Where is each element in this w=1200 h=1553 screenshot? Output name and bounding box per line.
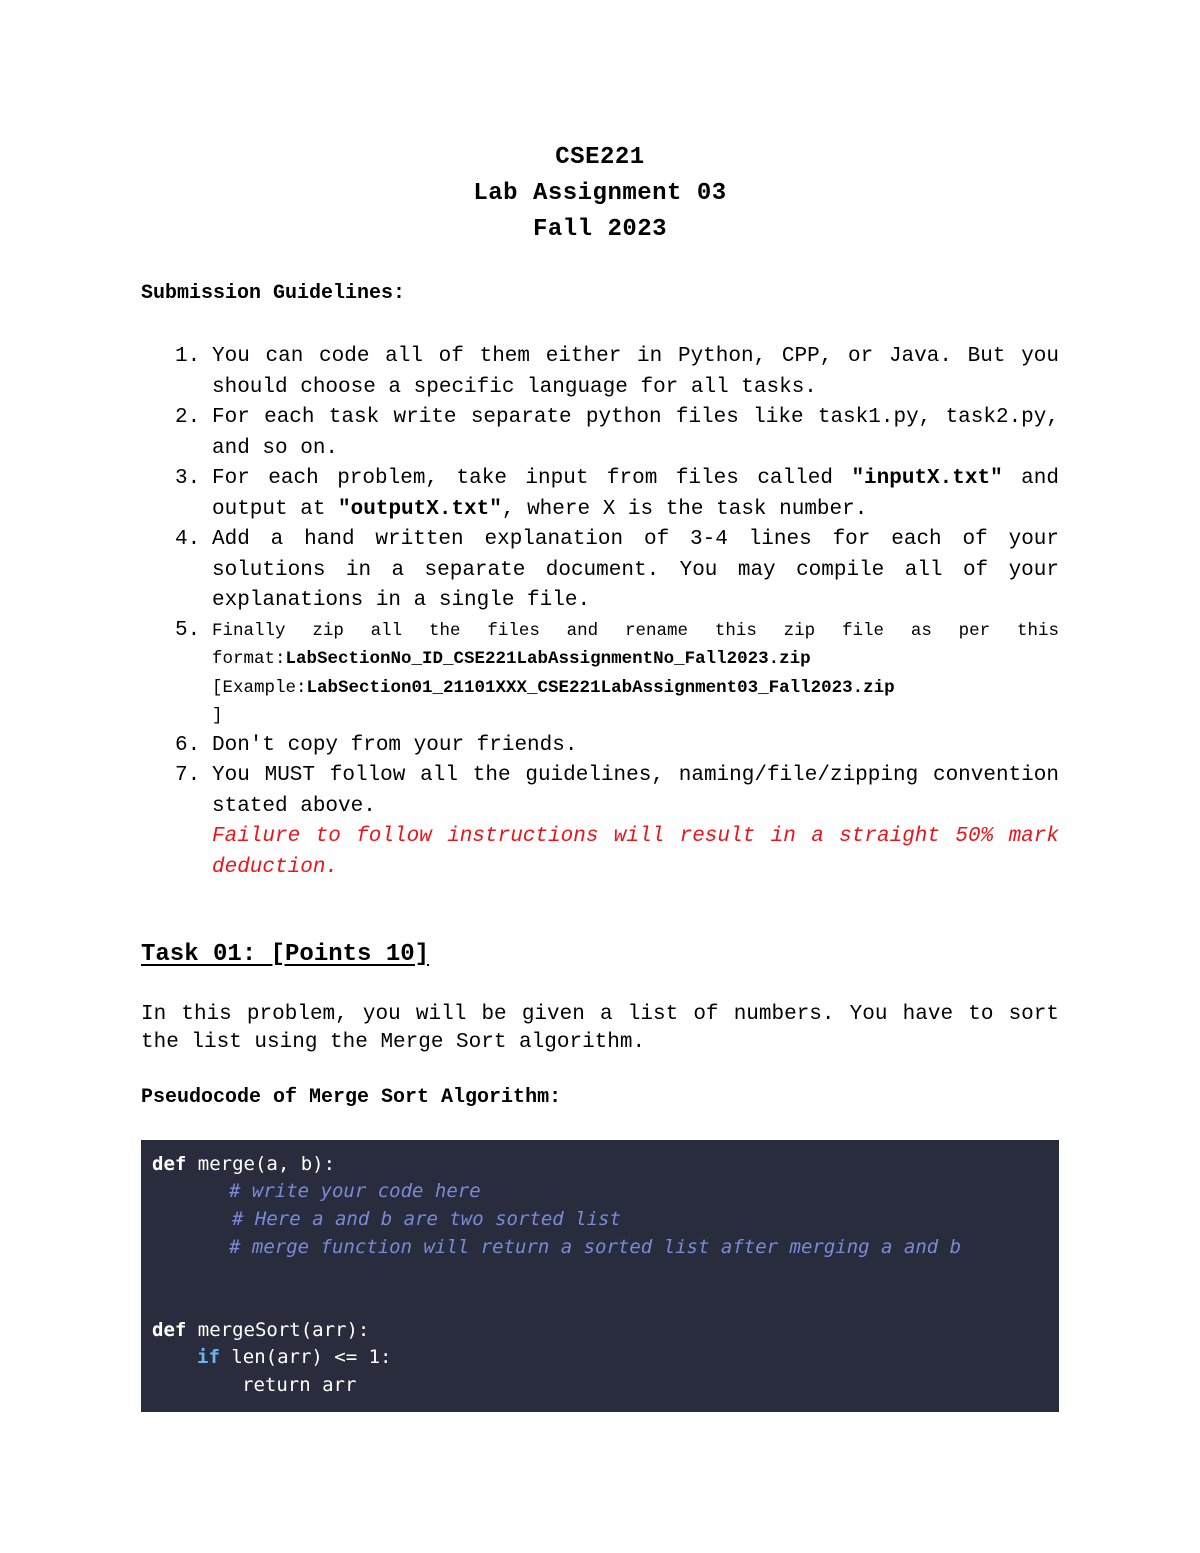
code-line [152,1153,335,1175]
guideline-item [141,525,1059,617]
guidelines-list [141,342,1059,883]
item-text: Don't copy from your friends. [212,733,578,757]
guideline-item [141,403,1059,464]
item-number: 1. [175,345,201,368]
code-text: len(arr) <= 1: [219,1346,392,1368]
text-segment: and output at [212,467,1059,521]
guideline-item [141,464,1059,525]
item-number: 3. [175,467,201,490]
zip-example-line [212,674,1059,703]
guideline-item [141,731,1059,762]
course-code: CSE221 [555,144,645,171]
submission-guidelines-heading: Submission Guidelines: [141,282,406,305]
task-01-description: In this problem, you will be given a list of numbers. You have to sort the list using the Merge Sort algorithm. [141,1003,1059,1054]
guideline-item [141,761,1059,883]
guideline-item [141,342,1059,403]
code-line [152,1319,369,1341]
task-01-heading: Task 01: [Points 10] [141,941,430,968]
item-number: 5. [175,618,201,642]
item-text: You can code all of them either in Python, CPP, or Java. But you should choose a specific language for all tasks. [212,345,1059,399]
example-value: LabSection01_21101XXX_CSE221LabAssignment03_Fall2023.zip [306,677,895,698]
item-number: 6. [175,733,201,757]
guideline-item [141,617,1059,731]
text-segment: , where X is the task number. [501,497,868,521]
pseudocode-heading: Pseudocode of Merge Sort Algorithm: [141,1086,562,1109]
keyword-def: def [152,1319,187,1341]
assignment-title: Lab Assignment 03 [473,180,727,207]
code-comment: # write your code here [229,1180,481,1202]
code-block [141,1140,1059,1412]
zip-format-line [212,645,1059,674]
example-close-bracket: ] [212,706,223,726]
item-number: 7. [175,764,201,787]
quote-mark: " [990,467,1003,490]
quote-mark: " [489,497,502,521]
text-segment: For each problem, take input from files called [212,467,852,490]
title-block [0,140,1200,248]
input-filename: inputX.txt [864,467,991,490]
keyword-if: if [197,1346,220,1368]
code-text: merge(a, b): [186,1153,336,1175]
format-value: LabSectionNo_ID_CSE221LabAssignmentNo_Fall2023.zip [285,649,811,669]
code-comment: # Here a and b are two sorted list [232,1208,621,1230]
item-text [212,464,1059,525]
item-text: You MUST follow all the guidelines, naming/file/zipping convention stated above. [212,764,1059,818]
output-filename: outputX.txt [350,497,490,521]
warning-text: Failure to follow instructions will result in a straight 50% mark deduction. [212,825,1059,879]
code-line [197,1346,391,1368]
code-text: mergeSort(arr): [186,1319,370,1341]
term: Fall 2023 [532,216,668,243]
quote-mark: " [338,497,351,521]
code-comment: # merge function will return a sorted list after merging a and b [229,1236,962,1258]
format-label: format: [212,649,286,669]
keyword-def: def [152,1153,187,1175]
item-number: 2. [175,406,201,429]
code-text: return arr [242,1374,357,1396]
item-text: Finally zip all the files and rename this zip file as per this [212,620,1059,641]
example-label: [Example: [212,677,307,698]
item-number: 4. [175,528,201,551]
item-text: Add a hand written explanation of 3-4 lines for each of your solutions in a separate document. You may compile all of your explanations in a single file. [212,528,1059,612]
item-text: For each task write separate python files like task1.py, task2.py, and so on. [212,406,1059,460]
quote-mark: " [851,467,865,490]
